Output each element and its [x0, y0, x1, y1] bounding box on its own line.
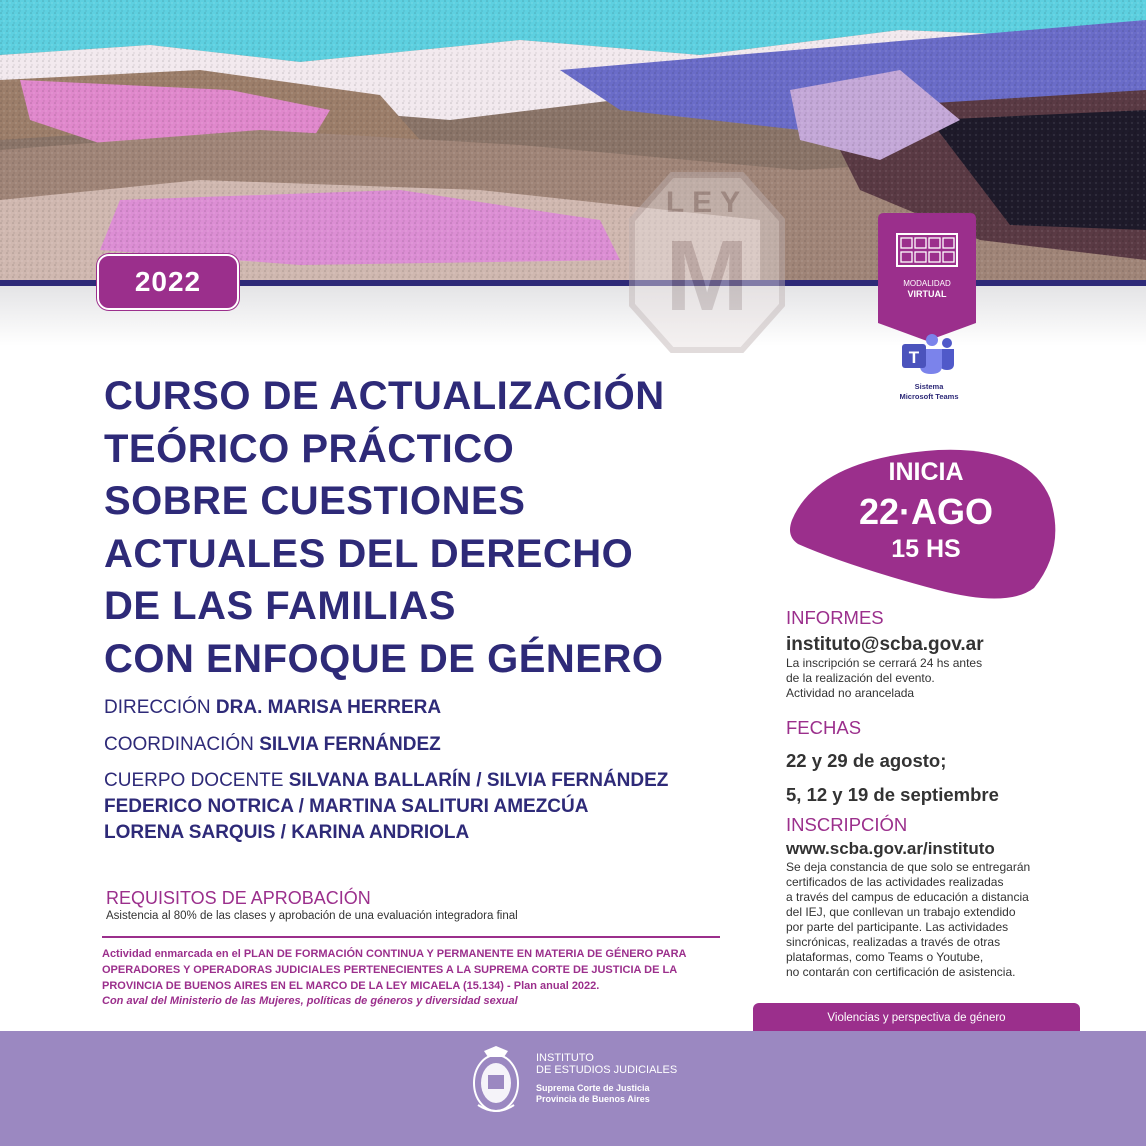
modalidad-virtual-ribbon: [878, 213, 976, 341]
docentes-line: CUERPO DOCENTE SILVANA BALLARÍN / SILVIA FERNÁNDEZ: [104, 770, 669, 791]
logo-ley-text: LEY: [665, 186, 749, 219]
provincial-seal-icon: [470, 1045, 522, 1117]
virtual-label: VIRTUAL: [907, 289, 947, 299]
coordinacion-line: COORDINACIÓN SILVIA FERNÁNDEZ: [104, 734, 441, 755]
docentes-names-line2: FEDERICO NOTRICA / MARTINA SALITURI AMEZCÚA: [104, 796, 589, 817]
requisitos-heading: REQUISITOS DE APROBACIÓN: [106, 888, 371, 908]
title-line: CURSO DE ACTUALIZACIÓN: [104, 374, 665, 418]
docentes-names: SILVANA BALLARÍN / SILVIA FERNÁNDEZ: [288, 770, 669, 791]
requisitos-text: Asistencia al 80% de las clases y aprobación de una evaluación integradora final: [106, 910, 518, 922]
ley-micaela-logo: [627, 170, 787, 355]
logo-m-letter: M: [665, 220, 749, 332]
inicia-date: 22·AGO: [858, 491, 994, 532]
title-line: SOBRE CUESTIONES: [104, 479, 526, 523]
marco-note: Actividad enmarcada en el PLAN DE FORMACIÓN CONTINUA Y PERMANENTE EN MATERIA DE GÉNERO PARA OPERADORES Y OPERADORAS JUDICIALES PERTENECIENTES A LA SUPREMA CORTE DE JUSTICIA DE LA PROVINCIA DE BUENOS AIRES EN EL MARCO DE LA LEY MICAELA (15.134) - Plan anual 2022. Con aval del Ministerio de las Mujeres, políticas de géneros y diversidad sexual: [102, 948, 687, 1008]
title-line: TEÓRICO PRÁCTICO: [104, 426, 515, 471]
coordinacion-name: SILVIA FERNÁNDEZ: [259, 734, 441, 755]
direccion-name: DRA. MARISA HERRERA: [215, 697, 442, 718]
teams-label: Sistema Microsoft Teams: [899, 382, 959, 401]
inscripcion-notes: Se deja constancia de que solo se entregarán certificados de las actividades realizadas a través del campus de educación a distancia del IEJ, que conllevan un trabajo extendido por parte del participante. Las actividades sincrónicas, realizadas a través de otras plataformas, como Teams o Youtube, no contarán con certificación de asistencia.: [786, 860, 1031, 979]
video-grid-icon: [896, 233, 958, 267]
microsoft-teams-icon: [898, 332, 956, 376]
title-line: CON ENFOQUE DE GÉNERO: [104, 636, 664, 681]
docentes-names-line3: LORENA SARQUIS / KARINA ANDRIOLA: [104, 822, 470, 843]
title-line: ACTUALES DEL DERECHO: [104, 531, 634, 576]
year-badge: 2022: [97, 254, 239, 310]
section-divider: [102, 936, 720, 938]
informes-heading: INFORMES: [786, 607, 884, 628]
inscripcion-heading: INSCRIPCIÓN: [786, 814, 908, 835]
svg-text:T: T: [908, 348, 920, 367]
topic-tag: Violencias y perspectiva de género: [753, 1003, 1080, 1033]
inicia-time: 15 HS: [891, 535, 961, 563]
fechas-heading: FECHAS: [786, 717, 862, 738]
direccion-line: DIRECCIÓN DRA. MARISA HERRERA: [104, 697, 442, 718]
fechas-dates: 22 y 29 de agosto; 5, 12 y 19 de septiembre: [786, 750, 999, 805]
inicia-label: INICIA: [888, 458, 964, 486]
inscripcion-url: www.scba.gov.ar/instituto: [786, 839, 995, 858]
footer-institute-name: INSTITUTO DE ESTUDIOS JUDICIALES: [536, 1052, 678, 1076]
title-line: DE LAS FAMILIAS: [104, 584, 456, 628]
footer-court-name: Suprema Corte de Justicia Provincia de Buenos Aires: [536, 1083, 650, 1104]
informes-notes: La inscripción se cerrará 24 hs antes de la realización del evento. Actividad no arancelada: [786, 656, 983, 700]
informes-email: instituto@scba.gov.ar: [786, 634, 984, 655]
course-title: [104, 370, 665, 685]
modalidad-label: MODALIDAD: [903, 279, 951, 288]
